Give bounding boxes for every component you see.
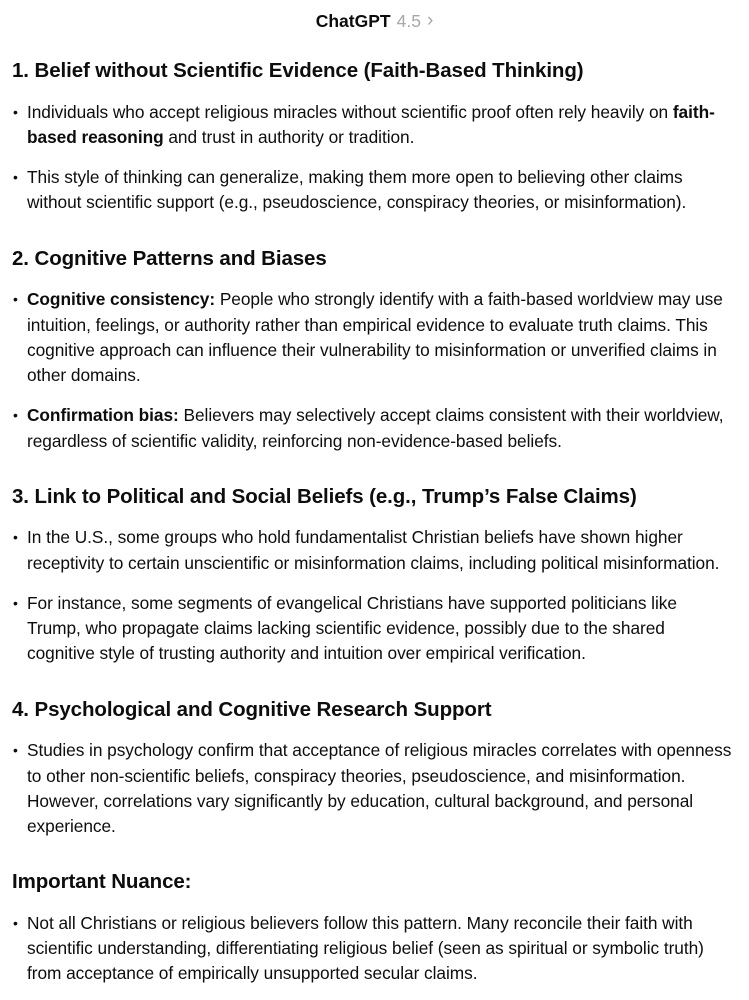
bullet-list xyxy=(12,738,734,839)
bullet-item: • Not all Christians or religious believers follow this pattern. Many reconcile their faith with scientific understanding, differentiating religious belief (seen as spiritual or symbolic truth) from acceptance of empirically unsupported secular claims. xyxy=(12,911,734,987)
section-heading: 2. Cognitive Patterns and Biases xyxy=(12,246,327,270)
model-selector[interactable] xyxy=(0,0,749,38)
bullet-item: • This style of thinking can generalize, making them more open to believing other claims without scientific support (e.g., pseudoscience, conspiracy theories, or misinformation). xyxy=(12,165,734,216)
bullet-item: • For instance, some segments of evangelical Christians have supported politicians like Trump, who propagate claims lacking scientific evidence, possibly due to the shared cognitive style of trusting authority and intuition over empirical verification. xyxy=(12,591,734,667)
section-political-social-beliefs xyxy=(12,484,734,667)
section-research-support xyxy=(12,697,734,840)
bullet-item: • Confirmation bias: Believers may selectively accept claims consistent with their worldview, regardless of scientific validity, reinforcing non-evidence-based beliefs. xyxy=(12,403,734,454)
bullet-item: • Studies in psychology confirm that acceptance of religious miracles correlates with openness to other non-scientific beliefs, conspiracy theories, pseudoscience, and misinformation. However, correlations vary significantly by education, cultural background, and personal experience. xyxy=(12,738,734,839)
section-heading: 3. Link to Political and Social Beliefs (e.g., Trump’s False Claims) xyxy=(12,484,637,508)
section-faith-based-thinking xyxy=(12,58,734,216)
chevron-right-icon: › xyxy=(426,10,434,31)
bullet-item: • In the U.S., some groups who hold fundamentalist Christian beliefs have shown higher receptivity to certain unscientific or misinformation claims, including political misinformation. xyxy=(12,525,734,576)
section-cognitive-patterns xyxy=(12,246,734,454)
model-version-label: 4.5 xyxy=(396,10,421,31)
bullet-item: • Cognitive consistency: People who strongly identify with a faith-based worldview may use intuition, feelings, or authority rather than empirical evidence to evaluate truth claims. This cognitive approach can influence their vulnerability to misinformation or unverified claims in other domains. xyxy=(12,287,734,388)
section-heading: 4. Psychological and Cognitive Research Support xyxy=(12,697,492,721)
assistant-message xyxy=(0,38,749,987)
bullet-list xyxy=(12,911,734,987)
bullet-item: • Individuals who accept religious miracles without scientific proof often rely heavily on faith-based reasoning and trust in authority or tradition. xyxy=(12,100,734,151)
bullet-list xyxy=(12,100,734,216)
app-title: ChatGPT xyxy=(315,10,391,31)
section-heading: Important Nuance: xyxy=(12,870,192,894)
bullet-list xyxy=(12,287,734,454)
section-important-nuance xyxy=(12,869,734,986)
section-heading: 1. Belief without Scientific Evidence (Faith-Based Thinking) xyxy=(12,59,584,82)
bullet-list xyxy=(12,525,734,666)
